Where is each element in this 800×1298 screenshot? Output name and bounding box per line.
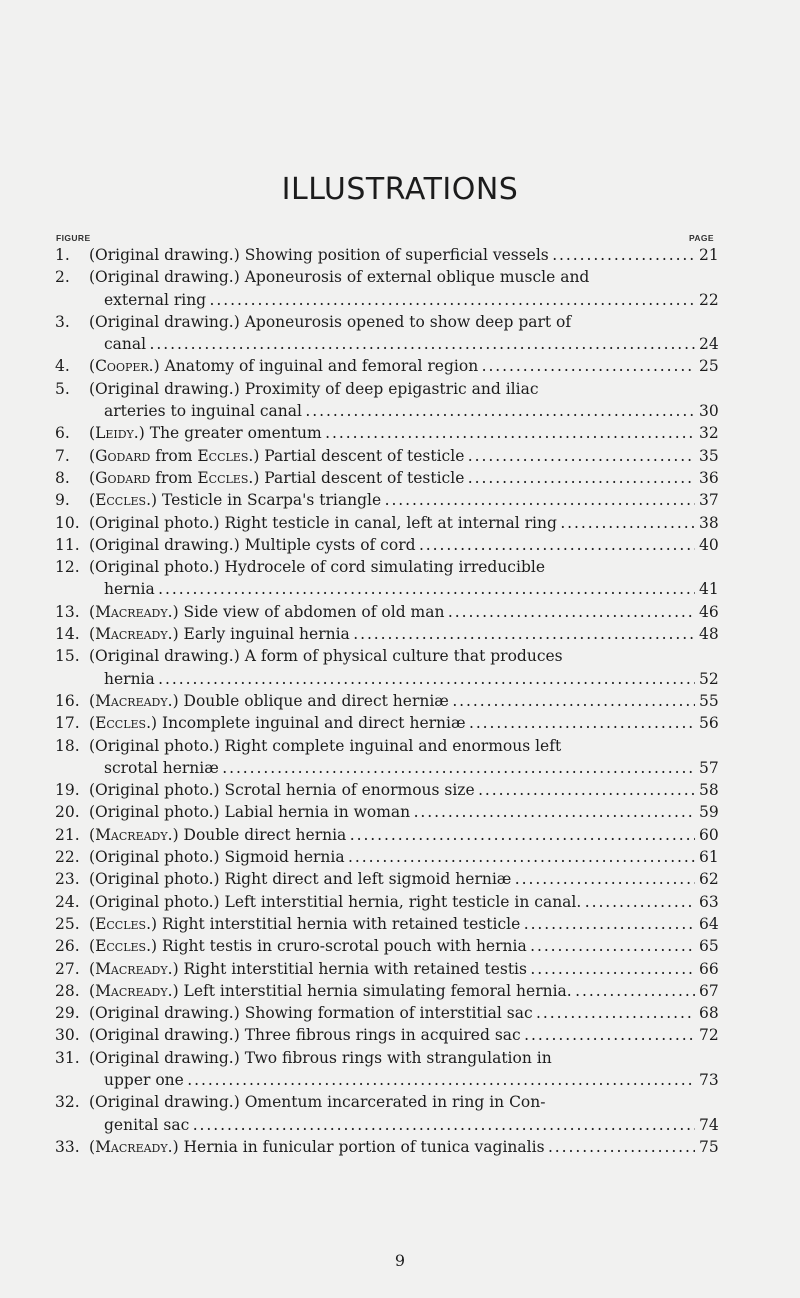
figure-number: 17. [55,714,80,733]
caption-text [89,737,561,755]
caption-fragment: (Original photo.) Hydrocele of cord simulating irreducible [89,558,546,577]
illustration-entry [0,445,800,467]
page-reference: 36 [699,468,719,487]
page-reference: 35 [699,446,719,465]
entry-caption-line [104,757,695,779]
entry-caption-line [89,712,695,734]
caption-text [104,670,695,688]
page-reference: 55 [699,691,719,710]
illustration-entry [0,868,800,890]
entry-caption-line [89,1024,695,1046]
caption-text [104,1116,695,1134]
caption-fragment: canal [104,335,147,354]
entry-caption-line [104,333,695,355]
illustration-entry [0,913,800,935]
caption-text [89,625,695,643]
caption-text [89,915,695,933]
entry-caption-line [104,289,695,311]
page-reference: 46 [699,602,719,621]
caption-fragment: ( [89,625,96,644]
illustration-entry [0,935,800,957]
page-reference: 40 [699,535,719,554]
page-reference: 72 [699,1026,719,1045]
caption-text [89,1049,552,1067]
caption-text [89,357,695,375]
source-author: Eccles. [197,468,254,487]
figure-number: 13. [55,602,80,621]
entry-caption-line [89,1136,695,1158]
caption-fragment: ( [89,914,96,933]
caption-fragment: (Original photo.) Scrotal hernia of enormous size [89,781,475,800]
caption-text [89,246,695,264]
caption-fragment: hernia [104,580,155,599]
illustration-list [0,244,800,1158]
entry-caption-line [89,735,695,757]
entry-caption-line [89,935,695,957]
page-reference: 57 [699,758,719,777]
caption-fragment: ) Double direct hernia [172,825,347,844]
figure-number: 19. [55,781,80,800]
figure-number: 3. [55,312,70,331]
illustration-entry [0,712,800,734]
page-reference: 74 [699,1115,719,1134]
figure-number: 11. [55,535,80,554]
caption-text [89,848,695,866]
caption-text [89,447,695,465]
caption-fragment: (Original photo.) Left interstitial hernia, right testicle in canal. [89,892,582,911]
illustration-entry [0,1091,800,1136]
figure-number: 22. [55,848,80,867]
figure-number: 28. [55,981,80,1000]
illustration-entry [0,422,800,444]
page-reference: 63 [699,892,719,911]
caption-fragment: (Original drawing.) Three fibrous rings in acquired sac [89,1026,521,1045]
caption-fragment: ( [89,691,96,710]
entry-caption-line [89,1047,695,1069]
caption-fragment: scrotal herniæ [104,758,219,777]
caption-fragment: ) Incomplete inguinal and direct herniæ [151,714,466,733]
figure-number: 29. [55,1004,80,1023]
illustration-entry [0,601,800,623]
illustration-entry [0,556,800,601]
entry-caption-line [89,1002,695,1024]
source-author: Macready. [95,981,173,1000]
caption-fragment: (Original drawing.) Aponeurosis opened to show deep part of [89,312,572,331]
caption-text [89,1004,695,1022]
page-reference: 52 [699,669,719,688]
illustration-entry [0,467,800,489]
entry-caption-line [89,378,695,400]
caption-text [89,647,563,665]
entry-caption-line [89,467,695,489]
caption-fragment: ) Anatomy of inguinal and femoral region [153,357,479,376]
page-reference: 58 [699,781,719,800]
page-reference: 67 [699,981,719,1000]
illustration-entry [0,1002,800,1024]
caption-fragment: ) Partial descent of testicle [253,446,465,465]
figure-number: 20. [55,803,80,822]
caption-fragment: ) Right testis in cruro-scrotal pouch with hernia [151,937,527,956]
caption-fragment: ( [89,468,96,487]
figure-number: 33. [55,1137,80,1156]
source-author: Macready. [95,959,173,978]
entry-caption-line [89,512,695,534]
illustration-entry [0,891,800,913]
page-reference: 73 [699,1070,719,1089]
caption-text [89,514,695,532]
caption-fragment: ) The greater omentum [138,424,322,443]
page-reference: 21 [699,246,719,264]
source-author: Macready. [95,691,173,710]
illustration-entry [0,1024,800,1046]
page-reference: 32 [699,424,719,443]
page-reference: 60 [699,825,719,844]
illustration-entry [0,378,800,423]
entry-caption-line [89,824,695,846]
figure-number: 30. [55,1026,80,1045]
caption-fragment: (Original drawing.) Multiple cysts of cord [89,535,416,554]
entry-caption-line [89,868,695,890]
caption-fragment: from [150,468,198,487]
entry-caption-line [89,779,695,801]
figure-column-label: FIGURE [56,233,91,243]
caption-fragment: (Original drawing.) Two fibrous rings with strangulation in [89,1048,552,1067]
figure-number: 10. [55,513,80,532]
illustration-entry [0,534,800,556]
figure-number: 16. [55,691,80,710]
illustration-entry [0,779,800,801]
caption-text [89,692,695,710]
caption-fragment: ( [89,937,96,956]
page-reference: 59 [699,803,719,822]
caption-text [89,803,695,821]
figure-number: 2. [55,268,70,287]
column-labels [56,233,714,243]
page-reference: 38 [699,513,719,532]
caption-fragment: (Original drawing.) Aponeurosis of external oblique muscle and [89,268,590,287]
illustration-entry [0,645,800,690]
figure-number: 15. [55,647,80,666]
caption-text [89,469,695,487]
page-title: ILLUSTRATIONS [281,172,519,207]
caption-text [89,781,695,799]
figure-number: 12. [55,558,80,577]
caption-fragment: ) Early inguinal hernia [172,625,350,644]
entry-caption-line [89,846,695,868]
entry-caption-line [89,645,695,667]
caption-text [89,1138,695,1156]
caption-text [89,870,695,888]
caption-fragment: ( [89,714,96,733]
page-reference: 24 [699,335,719,354]
entry-caption-line [89,690,695,712]
caption-fragment: (Original drawing.) A form of physical culture that produces [89,647,563,666]
caption-text [89,826,695,844]
caption-text [89,424,695,442]
entry-caption-line [104,1114,695,1136]
illustration-entry [0,846,800,868]
caption-fragment: ) Right interstitial hernia with retained testis [172,959,527,978]
page-reference: 64 [699,914,719,933]
source-author: Eccles. [95,937,152,956]
page-reference: 61 [699,848,719,867]
page-reference: 66 [699,959,719,978]
page-reference: 56 [699,714,719,733]
caption-fragment: ( [89,602,96,621]
page-reference: 22 [699,290,719,309]
caption-fragment: (Original drawing.) Showing position of superficial vessels [89,246,549,264]
caption-fragment: ) Side view of abdomen of old man [172,602,445,621]
caption-fragment: hernia [104,669,155,688]
caption-text [104,402,695,420]
illustration-entry [0,355,800,377]
figure-number: 18. [55,736,80,755]
page-column-label: PAGE [688,233,714,243]
figure-number: 21. [55,825,80,844]
caption-text [89,982,695,1000]
caption-text [89,536,695,554]
caption-text [89,268,589,286]
caption-fragment: (Original photo.) Sigmoid hernia [89,848,345,867]
caption-text [89,714,695,732]
caption-text [104,335,695,353]
page-reference: 30 [699,402,719,421]
caption-fragment: ) Testicle in Scarpa's triangle [151,491,382,510]
page-reference: 48 [699,625,719,644]
figure-number: 25. [55,914,80,933]
source-author: Eccles. [95,914,152,933]
illustration-entry [0,958,800,980]
caption-fragment: ) Partial descent of testicle [253,468,465,487]
entry-caption-line [89,266,695,288]
entry-caption-line [104,400,695,422]
caption-fragment: genital sac [104,1115,190,1134]
entry-caption-line [104,668,695,690]
source-author: Leidy. [95,424,139,443]
illustration-entry [0,801,800,823]
illustration-entry [0,1136,800,1158]
caption-text [89,603,695,621]
caption-text [104,759,695,777]
caption-fragment: from [150,446,198,465]
caption-text [89,1093,545,1111]
figure-number: 32. [55,1093,80,1112]
entry-caption-line [89,891,695,913]
caption-text [89,937,695,955]
page-reference: 41 [699,580,719,599]
caption-fragment: upper one [104,1070,184,1089]
entry-caption-line [89,1091,695,1113]
caption-fragment: ( [89,424,96,443]
illustration-entry [0,512,800,534]
page-reference: 75 [699,1137,719,1156]
caption-text [89,380,539,398]
source-author: Eccles. [95,491,152,510]
figure-number: 9. [55,491,70,510]
caption-text [89,960,695,978]
figure-number: 23. [55,870,80,889]
caption-fragment: ( [89,959,96,978]
caption-fragment: ) Right interstitial hernia with retained testicle [151,914,521,933]
caption-fragment: (Original photo.) Right complete inguinal and enormous left [89,736,562,755]
figure-number: 1. [55,246,70,264]
figure-number: 31. [55,1048,80,1067]
illustration-entry [0,311,800,356]
source-author: Macready. [95,625,173,644]
caption-fragment: ( [89,981,96,1000]
caption-fragment: (Original drawing.) Proximity of deep epigastric and iliac [89,379,539,398]
caption-fragment: (Original photo.) Right testicle in canal, left at internal ring [89,513,557,532]
illustration-entry [0,266,800,311]
illustration-entry [0,623,800,645]
caption-fragment: ) Hernia in funicular portion of tunica vaginalis [172,1137,545,1156]
source-author: Macready. [95,1137,173,1156]
figure-number: 8. [55,468,70,487]
caption-text [89,491,695,509]
illustration-entry [0,489,800,511]
entry-caption-line [104,1069,695,1091]
entry-caption-line [89,311,695,333]
figure-number: 26. [55,937,80,956]
caption-fragment: external ring [104,290,207,309]
entry-caption-line [89,445,695,467]
entry-caption-line [89,980,695,1002]
figure-number: 27. [55,959,80,978]
source-author: Godard [95,446,151,465]
figure-number: 24. [55,892,80,911]
caption-text [89,313,571,331]
caption-text [104,580,695,598]
page-reference: 68 [699,1004,719,1023]
entry-caption-line [89,958,695,980]
page-reference: 37 [699,491,719,510]
caption-text [89,1026,695,1044]
entry-caption-line [89,534,695,556]
caption-fragment: ) Left interstitial hernia simulating femoral hernia. [172,981,572,1000]
caption-fragment: (Original photo.) Labial hernia in woman [89,803,411,822]
caption-fragment: ( [89,491,96,510]
caption-text [89,558,545,576]
illustration-entry [0,980,800,1002]
source-author: Cooper. [95,357,154,376]
entry-caption-line [104,578,695,600]
page-reference: 65 [699,937,719,956]
caption-text [104,1071,695,1089]
entry-caption-line [89,244,695,266]
source-author: Macready. [95,825,173,844]
illustration-entry [0,824,800,846]
caption-fragment: ( [89,825,96,844]
caption-fragment: arteries to inguinal canal [104,402,302,421]
entry-caption-line [89,355,695,377]
entry-caption-line [89,801,695,823]
source-author: Eccles. [197,446,254,465]
caption-fragment: ) Double oblique and direct herniæ [172,691,449,710]
caption-text [104,291,695,309]
entry-caption-line [89,623,695,645]
page-reference: 25 [699,357,719,376]
source-author: Eccles. [95,714,152,733]
figure-number: 4. [55,357,70,376]
illustration-entry [0,1047,800,1092]
illustration-entry [0,244,800,266]
caption-fragment: (Original drawing.) Omentum incarcerated in ring in Con- [89,1093,546,1112]
entry-caption-line [89,422,695,444]
caption-fragment: ( [89,446,96,465]
page-reference: 62 [699,870,719,889]
illustration-entry [0,735,800,780]
page-number: 9 [394,1251,406,1270]
caption-fragment: (Original photo.) Right direct and left sigmoid herniæ [89,870,512,889]
caption-fragment: ( [89,1137,96,1156]
entry-caption-line [89,556,695,578]
caption-fragment: ( [89,357,96,376]
source-author: Macready. [95,602,173,621]
source-author: Godard [95,468,151,487]
entry-caption-line [89,913,695,935]
entry-caption-line [89,489,695,511]
figure-number: 7. [55,446,70,465]
figure-number: 5. [55,379,70,398]
caption-fragment: (Original drawing.) Showing formation of interstitial sac [89,1004,533,1023]
illustration-entry [0,690,800,712]
figure-number: 14. [55,625,80,644]
entry-caption-line [89,601,695,623]
caption-text [89,893,695,911]
figure-number: 6. [55,424,70,443]
